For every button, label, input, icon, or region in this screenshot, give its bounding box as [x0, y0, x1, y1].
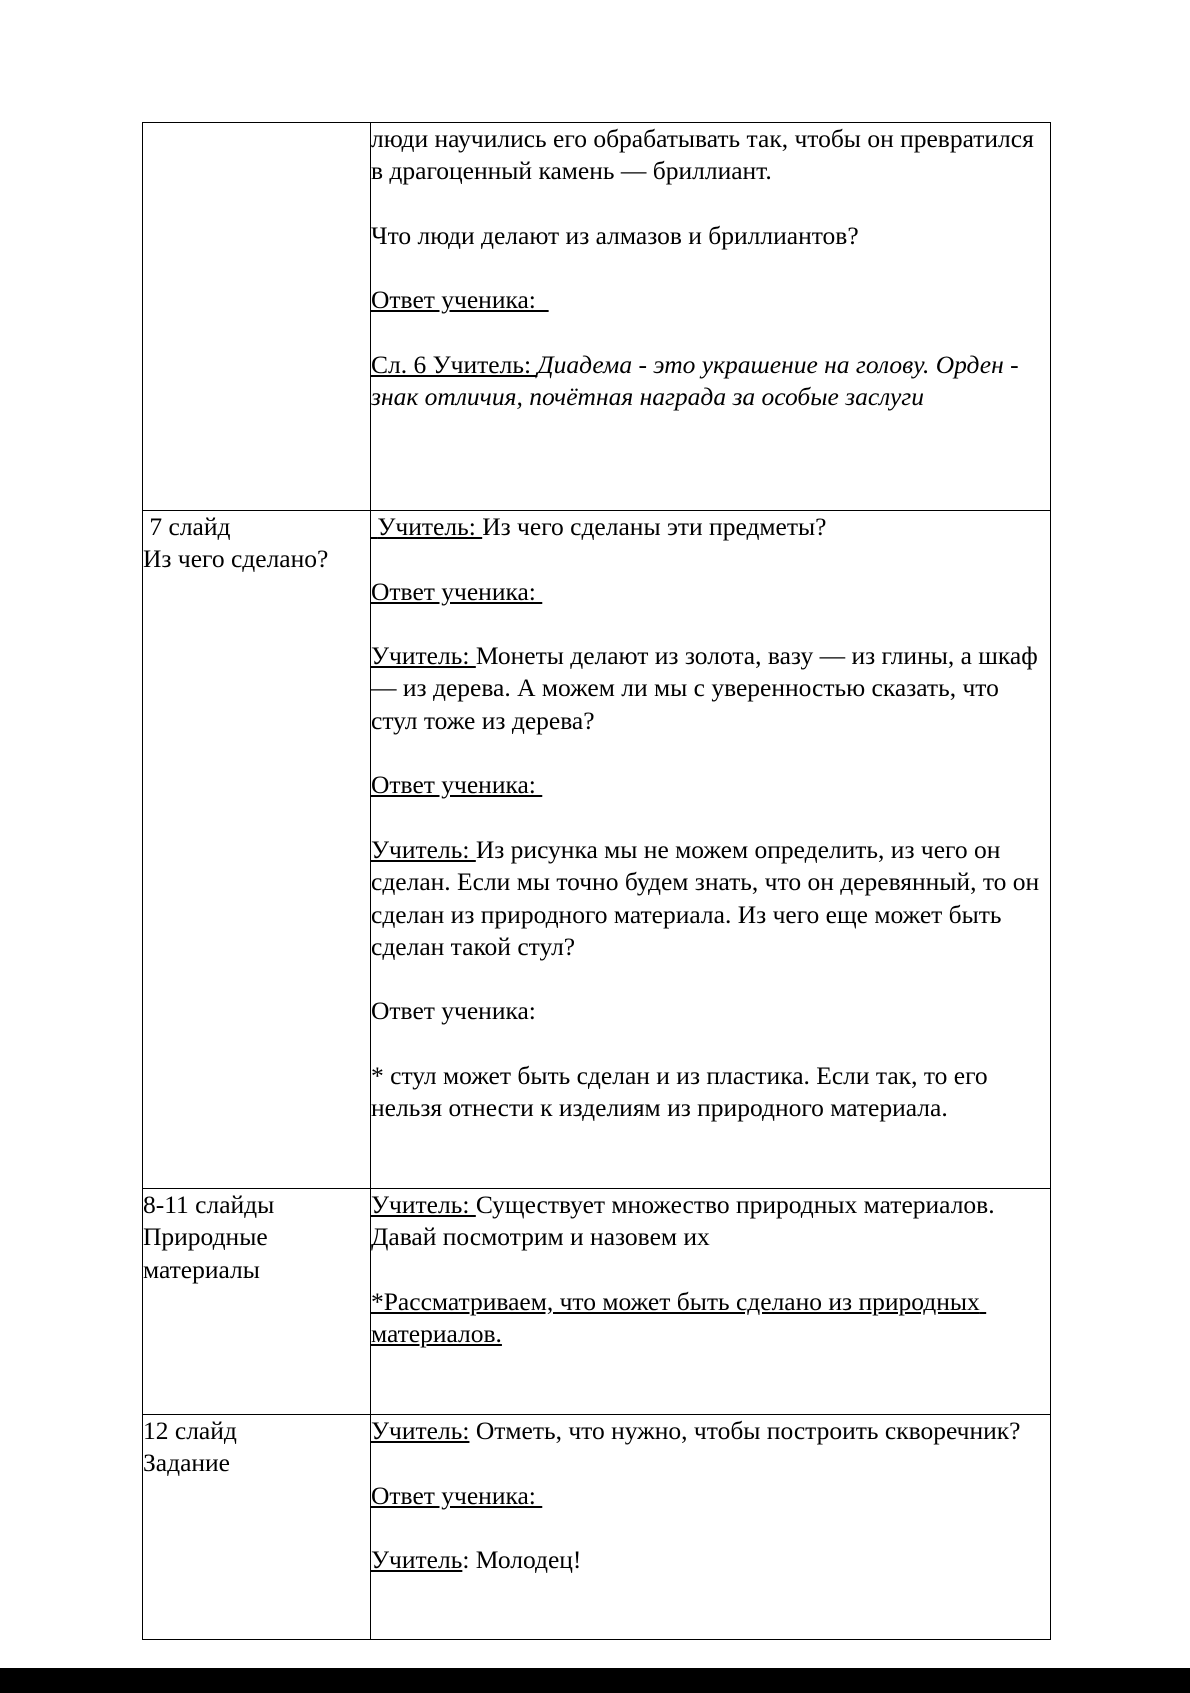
- question-paragraph: Что люди делают из алмазов и бриллиантов?: [371, 220, 859, 250]
- page-bottom-bar: [0, 1668, 1190, 1693]
- paragraph: люди научились его обрабатывать так, чтобы он превратился в драгоценный камень — бриллиант.: [371, 124, 1041, 186]
- content-cell: [371, 511, 1051, 1189]
- teacher-text: Существует множество природных материалов. Давай посмотрим и назовем их: [371, 1190, 1001, 1252]
- slide-number: 12 слайд: [143, 1416, 237, 1445]
- teacher-text: Из рисунка мы не можем определить, из чего он сделан. Если мы точно будем знать, что он деревянный, то он сделан из природного материала. Из чего еще может быть сделан такой стул?: [371, 834, 1046, 961]
- lesson-plan-table: [142, 122, 1051, 1640]
- teacher-label: Учитель: [371, 1545, 463, 1575]
- slide-title: Из чего сделано?: [143, 544, 329, 574]
- student-answer-label: Ответ ученика:: [371, 1480, 543, 1510]
- slide-cell: [143, 1189, 371, 1415]
- slide-cell: [143, 1415, 371, 1640]
- slide-title: Задание: [143, 1448, 230, 1478]
- slide-cell: [143, 123, 371, 511]
- table-row: [143, 123, 1051, 511]
- slide-cell: [143, 511, 371, 1189]
- student-answer-label: Ответ ученика:: [371, 996, 536, 1026]
- slide-number: 8-11 слайды: [143, 1190, 275, 1219]
- teacher-label: Учитель:: [371, 641, 476, 671]
- table-row: [143, 511, 1051, 1189]
- activity-note: *Рассматриваем, что может быть сделано из природных материалов.: [371, 1286, 987, 1349]
- teacher-text: Диадема - это украшение на голову. Орден - знак отличия, почётная награда за особые заслуги: [371, 350, 1032, 412]
- teacher-text: Отметь, что нужно, чтобы построить скворечник?: [469, 1416, 1021, 1445]
- student-answer-label: Ответ ученика:: [371, 770, 543, 800]
- table-row: [143, 1189, 1051, 1415]
- teacher-text: Монеты делают из золота, вазу — из глины, а шкаф — из дерева. А можем ли мы с уверенностью сказать, что стул тоже из дерева?: [371, 641, 1045, 735]
- teacher-text: Из чего сделаны эти предметы?: [482, 512, 827, 541]
- slide-title: Природные материалы: [143, 1222, 275, 1284]
- student-answer-label: Ответ ученика:: [371, 285, 549, 315]
- content-cell: [371, 123, 1051, 511]
- student-answer-label: Ответ ученика:: [371, 576, 543, 606]
- note-paragraph: * стул может быть сделан и из пластика. Если так, то его нельзя отнести к изделиям из природного материала.: [371, 1061, 995, 1123]
- teacher-label: Учитель:: [371, 1416, 470, 1445]
- teacher-text: : Молодец!: [462, 1545, 582, 1575]
- content-cell: [371, 1189, 1051, 1415]
- teacher-label: Учитель:: [371, 834, 476, 864]
- slide-number: 7 слайд: [143, 512, 231, 541]
- table-row: [143, 1415, 1051, 1640]
- content-cell: [371, 1415, 1051, 1640]
- teacher-label: Сл. 6 Учитель:: [371, 350, 538, 380]
- teacher-label: Учитель:: [371, 512, 483, 541]
- teacher-label: Учитель:: [371, 1190, 476, 1219]
